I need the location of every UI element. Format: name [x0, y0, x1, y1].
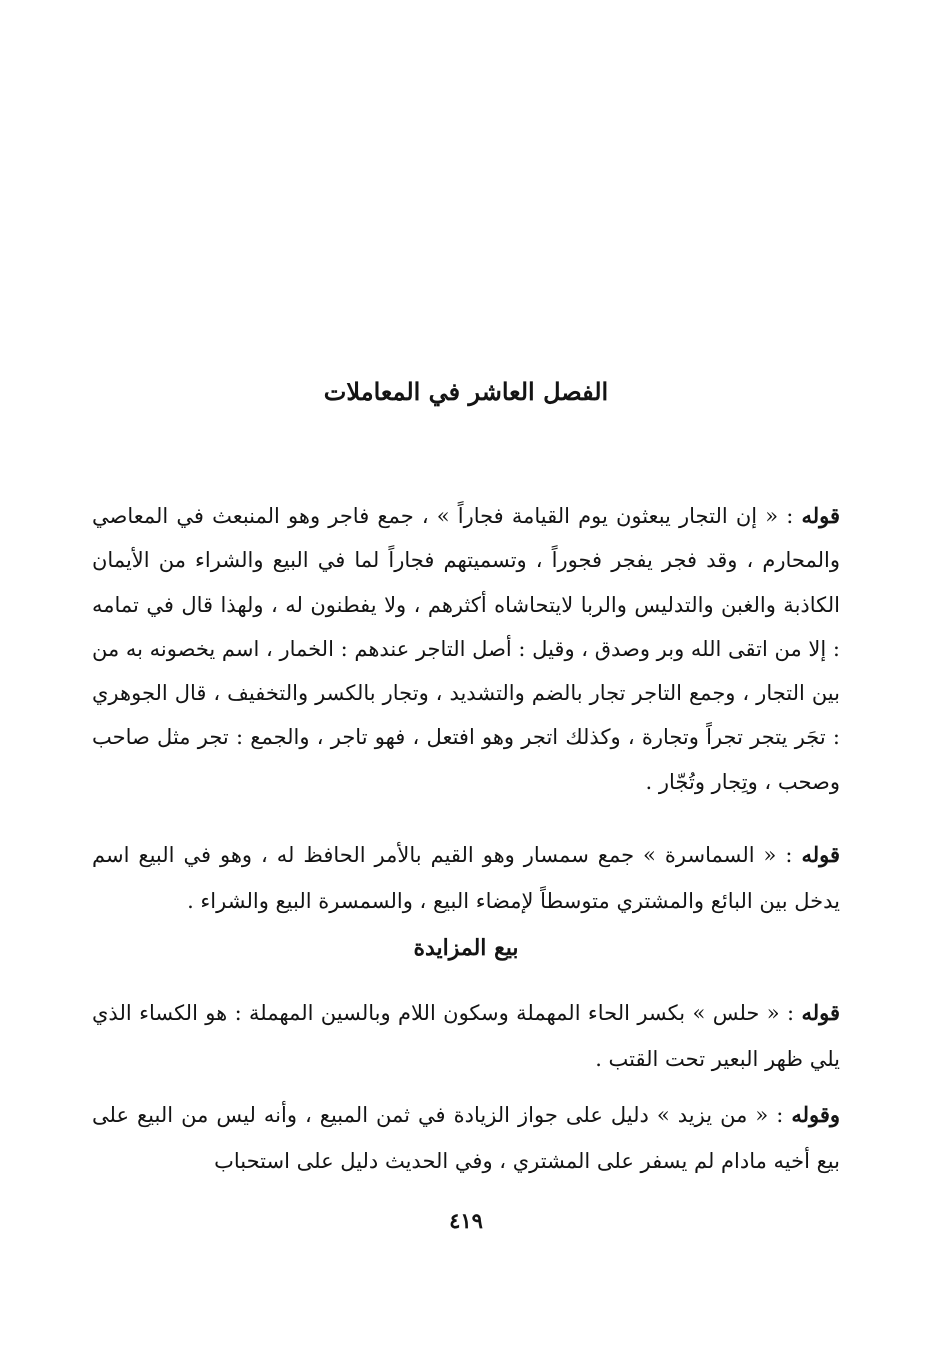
paragraph-man-yazid	[92, 1092, 840, 1184]
paragraph-text: : « السماسرة » جمع سمسار وهو القيم بالأمر الحافظ له ، وهو في البيع اسم يدخل بين البائع والمشتري متوسطاً لإمضاء البيع ، والسمسرة البيع والشراء .	[92, 843, 840, 913]
paragraph-body	[92, 990, 840, 1082]
chapter-title: الفصل العاشر في المعاملات	[323, 377, 609, 406]
paragraph-keyword: قوله	[801, 503, 840, 528]
page-number: ٤١٩	[449, 1208, 483, 1233]
paragraph-keyword: وقوله	[791, 1102, 840, 1127]
paragraph-samasira	[92, 832, 840, 924]
paragraph-text: : « من يزيد » دليل على جواز الزيادة في ثمن المبيع ، وأنه ليس من البيع على بيع أخيه مادام لم يسفر على المشتري ، وفي الحديث دليل على استحباب	[92, 1103, 840, 1173]
paragraph-text: : « حلس » بكسر الحاء المهملة وسكون اللام وبالسين المهملة : هو الكساء الذي يلي ظهر البعير تحت القتب .	[92, 1001, 840, 1071]
paragraph-hils	[92, 990, 840, 1082]
paragraph-keyword: قوله	[801, 842, 840, 867]
paragraph-body	[92, 1092, 840, 1184]
paragraph-body	[92, 832, 840, 924]
section-heading: بيع المزايدة	[413, 935, 519, 961]
paragraph-body	[92, 494, 840, 804]
paragraph-keyword: قوله	[801, 1000, 840, 1025]
paragraph-text: : « إن التجار يبعثون يوم القيامة فجاراً » ، جمع فاجر وهو المنبعث في المعاصي والمحارم ، وقد فجر يفجر فجوراً ، وتسميتهم فجاراً لما في البيع والشراء من الأيمان الكاذبة والغبن والتدليس والربا لايتحاشاه أكثرهم ، ولا يفطنون له ، ولهذا قال في تمامه : إلا من اتقى الله وبر وصدق ، وقيل : أصل التاجر عندهم : الخمار ، اسم يخصونه به من بين التجار ، وجمع التاجر تجار بالضم والتشديد ، وتجار بالكسر والتخفيف ، قال الجوهري : تجَر يتجر تجراً وتجارة ، وكذلك اتجر وهو افتعل ، فهو تاجر ، والجمع : تجر مثل صاحب وصحب ، وتِجار وتُجّار .	[91, 504, 840, 794]
paragraph-tujjar	[92, 494, 840, 804]
